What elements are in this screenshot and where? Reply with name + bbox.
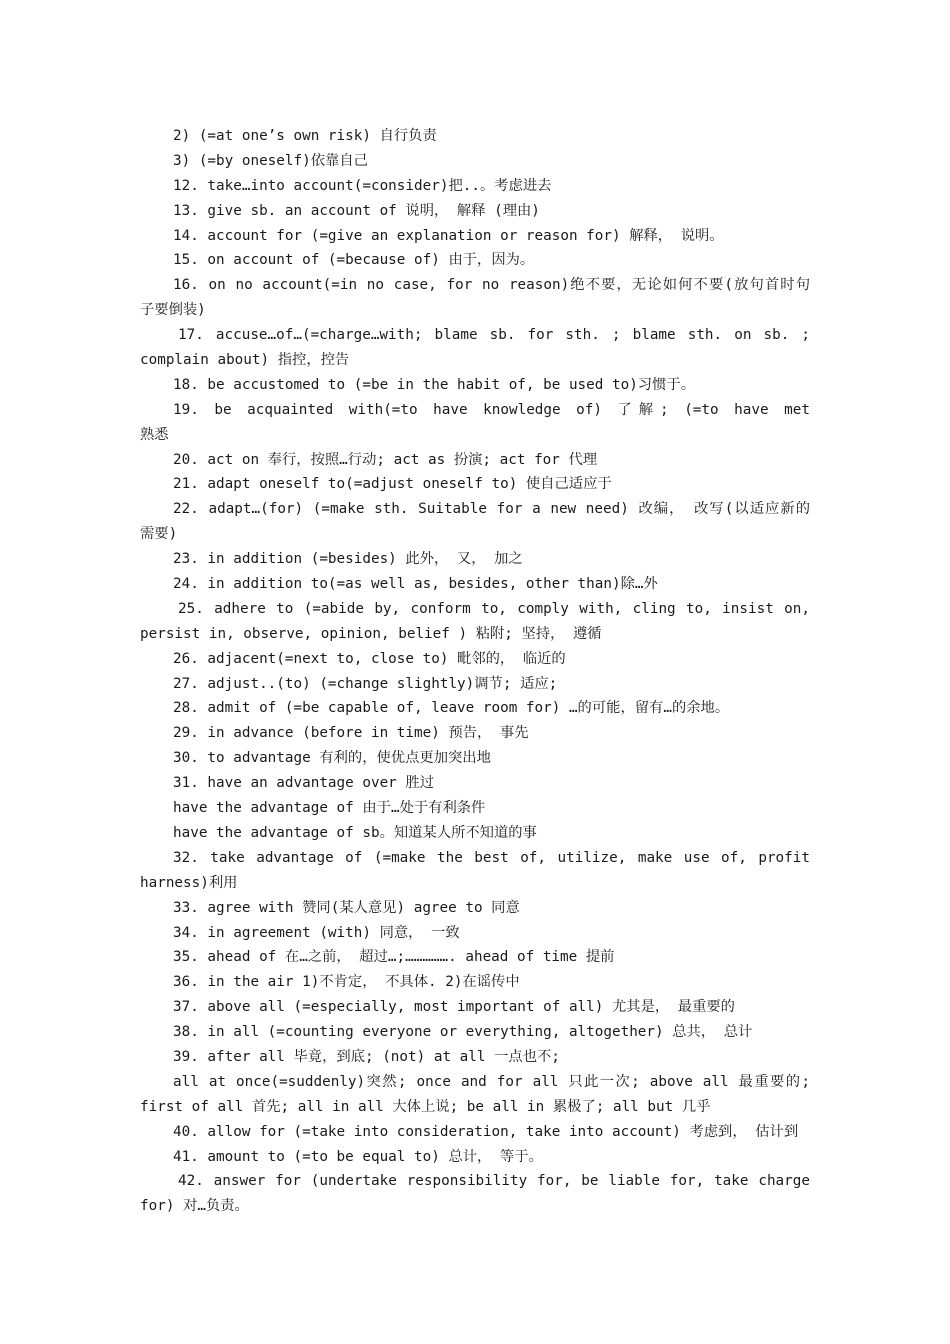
- text-line: all at once(=suddenly)突然; once and for all 只此一次; above all 最重要的;: [173, 1073, 810, 1090]
- text-line: 40. allow for (=take into consideration, take into account) 考虑到， 估计到: [173, 1123, 799, 1140]
- text-line: have the advantage of 由于…处于有利条件: [173, 800, 486, 817]
- text-line: 25. adhere to (=abide by, conform to, comply with, cling to, insist on,: [178, 600, 810, 617]
- text-line: 27. adjust..(to) (=change slightly)调节; 适应;: [173, 675, 558, 692]
- text-line: 41. amount to (=to be equal to) 总计， 等于。: [173, 1148, 543, 1165]
- text-line: 15. on account of (=because of) 由于，因为。: [173, 252, 535, 269]
- text-line: 26. adjacent(=next to, close to) 毗邻的， 临近的: [173, 650, 566, 667]
- text-line: first of all 首先; all in all 大体上说; be all in 累极了; all but 几乎: [140, 1098, 711, 1115]
- text-line: 20. act on 奉行，按照…行动; act as 扮演; act for 代理: [173, 451, 598, 468]
- text-line: 2) (=at one’s own risk) 自行负责: [173, 128, 437, 144]
- text-line: 熟悉: [140, 426, 169, 443]
- text-line: 18. be accustomed to (=be in the habit of, be used to)习惯于。: [173, 376, 695, 393]
- text-line: 42. answer for (undertake responsibility for, be liable for, take charge: [178, 1173, 810, 1190]
- text-line: 23. in addition (=besides) 此外， 又， 加之: [173, 551, 523, 568]
- text-line: 24. in addition to(=as well as, besides, other than)除…外: [173, 576, 658, 593]
- text-line: 37. above all (=especially, most important of all) 尤其是， 最重要的: [173, 999, 735, 1016]
- text-line: 子要倒装): [140, 302, 206, 319]
- text-line: 32. take advantage of (=make the best of, utilize, make use of, profit: [173, 849, 810, 866]
- text-line: complain about) 指控，控告: [140, 352, 350, 369]
- text-line: for) 对…负责。: [140, 1198, 249, 1215]
- text-line: 16. on no account(=in no case, for no reason)绝不要，无论如何不要(放句首时句: [173, 277, 810, 294]
- text-line: 33. agree with 赞同(某人意见) agree to 同意: [173, 899, 520, 916]
- text-line: 14. account for (=give an explanation or reason for) 解释， 说明。: [173, 227, 724, 244]
- text-line: 3) (=by oneself)依靠自己: [173, 152, 368, 169]
- text-line: 13. give sb. an account of 说明， 解释 (理由): [173, 202, 540, 219]
- text-line: have the advantage of sb。知道某人所不知道的事: [173, 824, 537, 841]
- text-line: 19. be acquainted with(=to have knowledge of) 了解; (=to have met: [173, 401, 810, 418]
- text-line: 17. accuse…of…(=charge…with; blame sb. for sth. ; blame sth. on sb. ;: [178, 327, 810, 344]
- text-line: 22. adapt…(for) (=make sth. Suitable for a new need) 改编， 改写(以适应新的: [173, 501, 810, 518]
- text-line: 39. after all 毕竟，到底; (not) at all 一点也不;: [173, 1048, 560, 1065]
- text-line: 38. in all (=counting everyone or everything, altogether) 总共， 总计: [173, 1024, 753, 1041]
- text-line: 12. take…into account(=consider)把..。考虑进去: [173, 177, 552, 194]
- text-line: 36. in the air 1)不肯定， 不具体. 2)在谣传中: [173, 974, 520, 991]
- document-body: [140, 124, 810, 1219]
- text-line: 35. ahead of 在…之前， 超过…;……………. ahead of time 提前: [173, 949, 615, 966]
- text-line: 需要): [140, 526, 178, 543]
- text-line: 34. in agreement (with) 同意， 一致: [173, 924, 460, 941]
- text-line: 30. to advantage 有利的，使优点更加突出地: [173, 750, 491, 767]
- text-line: 28. admit of (=be capable of, leave room for) …的可能，留有…的余地。: [173, 700, 730, 717]
- text-line: 29. in advance (before in time) 预告， 事先: [173, 725, 529, 742]
- text-line: 31. have an advantage over 胜过: [173, 775, 434, 792]
- text-line: 21. adapt oneself to(=adjust oneself to) 使自己适应于: [173, 476, 612, 493]
- text-line: persist in, observe, opinion, belief ) 粘附; 坚持， 遵循: [140, 625, 602, 642]
- text-line: harness)利用: [140, 874, 238, 891]
